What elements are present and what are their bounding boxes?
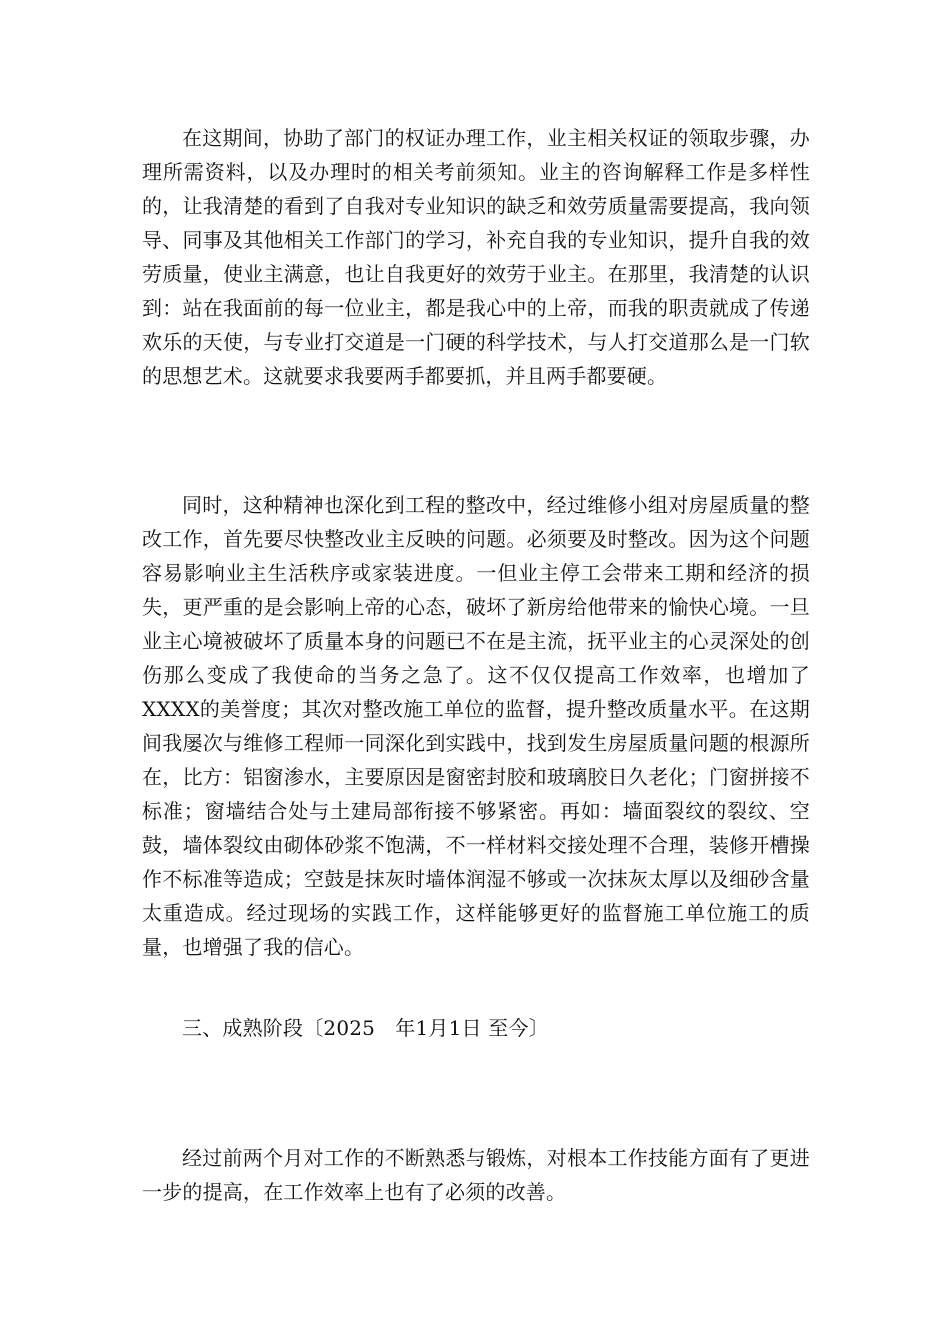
- section-heading-mature-stage: 三、成熟阶段〔2025 年1月1日 至今〕: [182, 1016, 549, 1040]
- paragraph-certificate-work: 在这期间，协助了部门的权证办理工作，业主相关权证的领取步骤，办理所需资料，以及办理时的相关考前须知。业主的咨询解释工作是多样性的，让我清楚的看到了自我对专业知识的缺乏和效劳质量需要提高，我向领导、同事及其他相关工作部门的学习，补充自我的专业知识，提升自我的效劳质量，使业主满意，也让自我更好的效劳于业主。在那里，我清楚的认识到：站在我面前的每一位业主，都是我心中的上帝，而我的职责就成了传递欢乐的天使，与专业打交道是一门硬的科学技术，与人打交道那么是一门软的思想艺术。这就要求我要两手都要抓，并且两手都要硬。: [142, 126, 810, 388]
- paragraph-rectification-work: 同时，这种精神也深化到工程的整改中，经过维修小组对房屋质量的整改工作，首先要尽快整改业主反映的问题。必须要及时整改。因为这个问题容易影响业主生活秩序或家装进度。一但业主停工会带来工期和经济的损失，更严重的是会影响上帝的心态，破坏了新房给他带来的愉快心境。一旦业主心境被破坏了质量本身的问题已不在是主流，抚平业主的心灵深处的创伤那么变成了我使命的当务之急了。这不仅仅提高工作效率，也增加了XXXX的美誉度；其次对整改施工单位的监督，提升整改质量水平。在这期间我屡次与维修工程师一同深化到实践中，找到发生房屋质量问题的根源所在，比方：铝窗渗水，主要原因是窗密封胶和玻璃胶日久老化；门窗拼接不标准；窗墙结合处与土建局部衔接不够紧密。再如：墙面裂纹的裂纹、空鼓，墙体裂纹由砌体砂浆不饱满，不一样材料交接处理不合理，装修开槽操作不标准等造成；空鼓是抹灰时墙体润湿不够或一次抹灰太厚以及细砂含量太重造成。经过现场的实践工作，这样能够更好的监督施工单位施工的质量，也增强了我的信心。: [142, 493, 810, 959]
- paragraph-improvement: 经过前两个月对工作的不断熟悉与锻炼，对根本工作技能方面有了更进一步的提高，在工作效率上也有了必须的改善。: [142, 1146, 810, 1204]
